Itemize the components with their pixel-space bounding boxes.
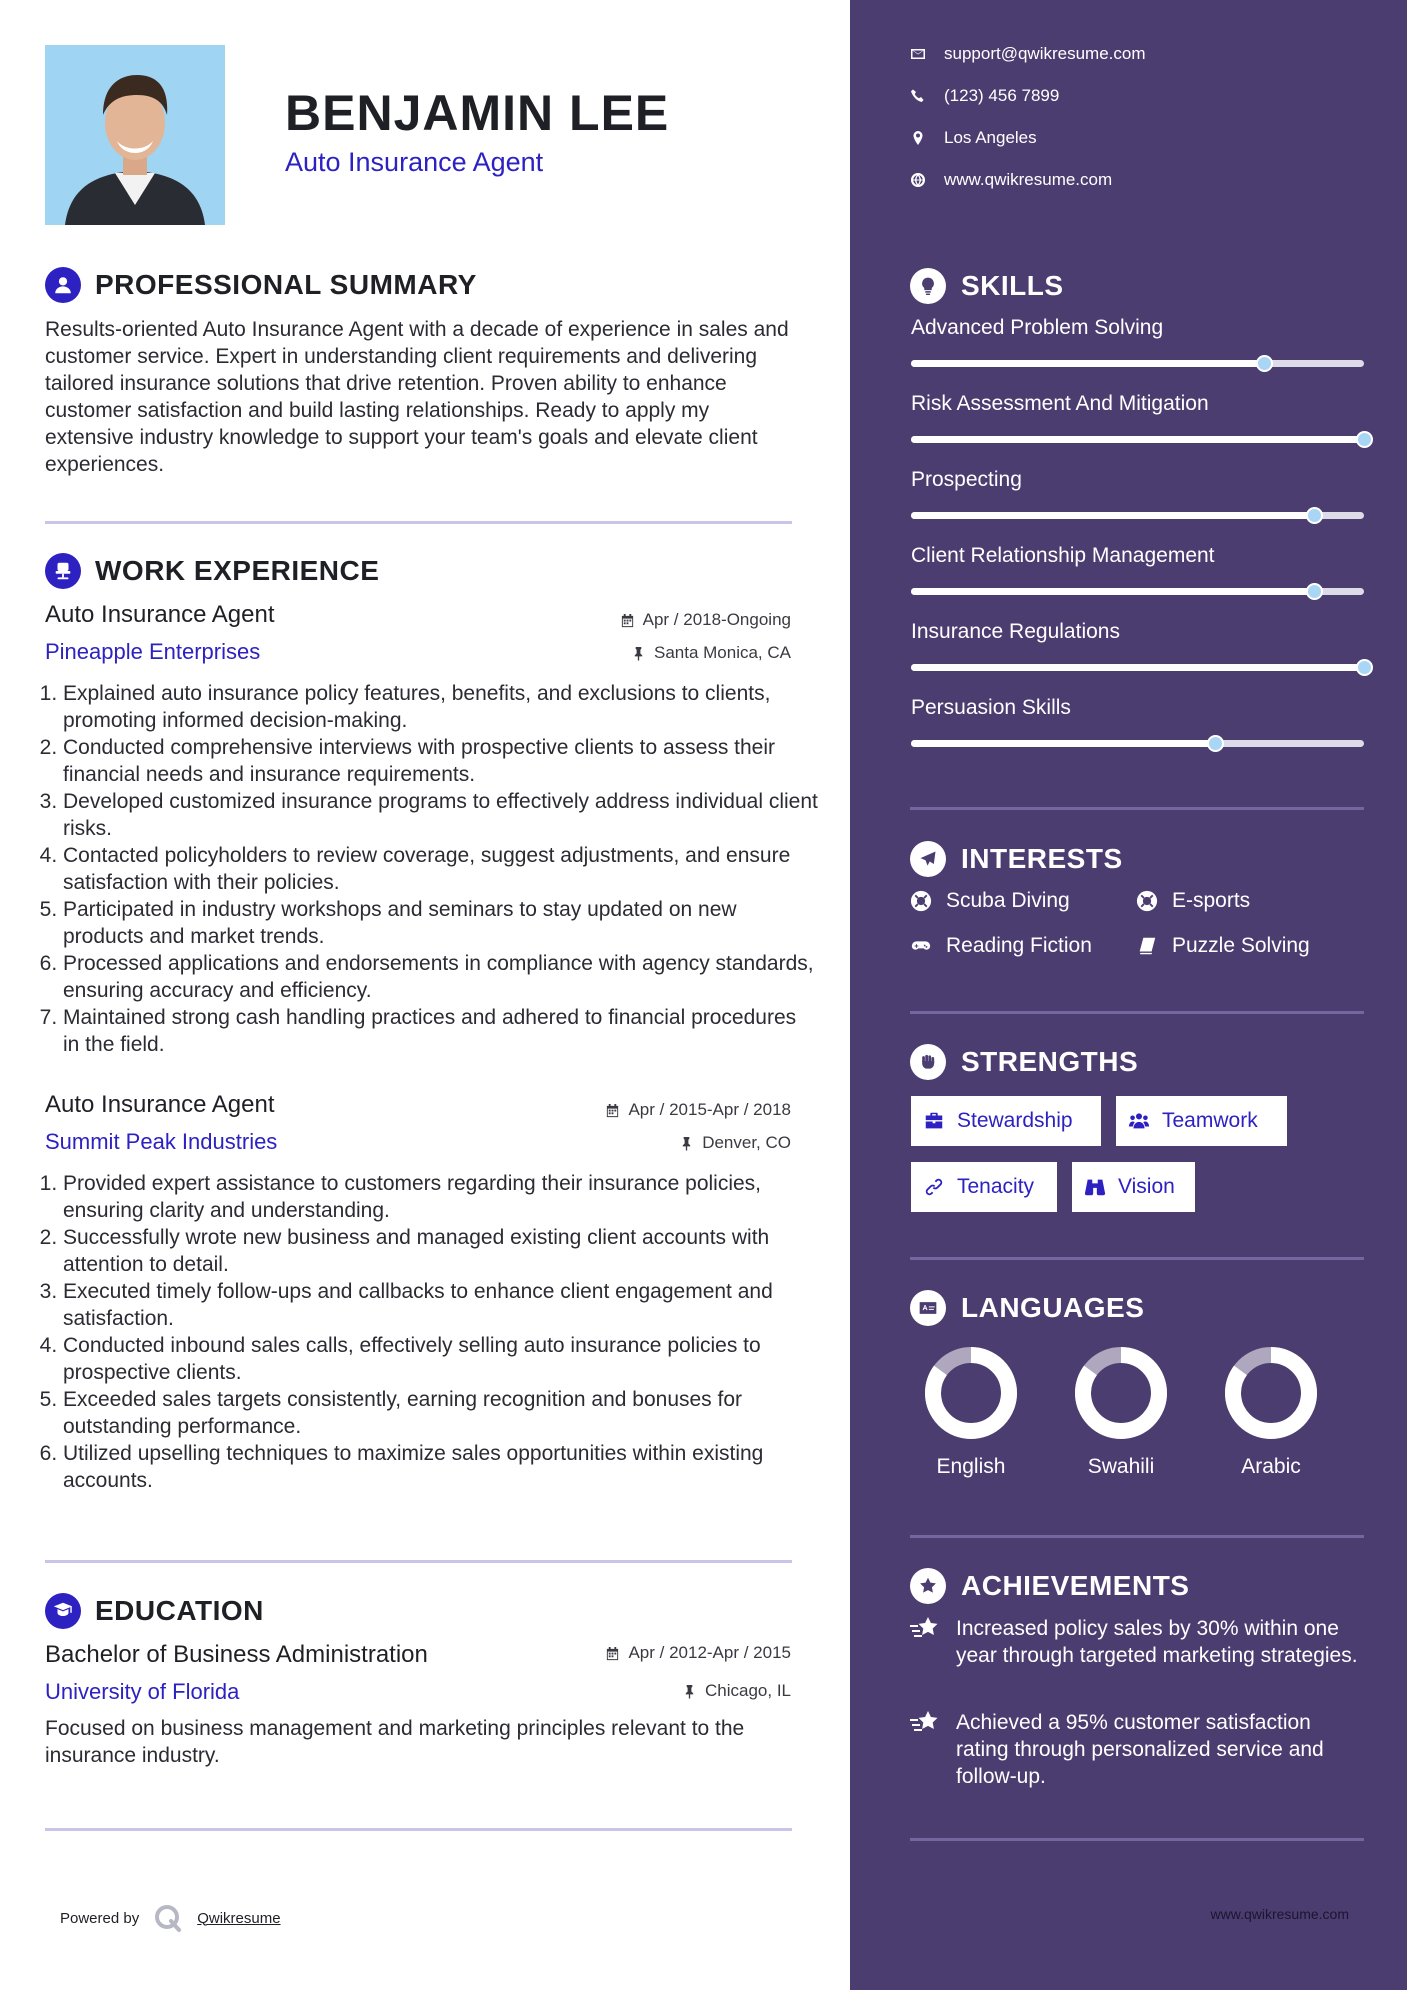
star-icon — [910, 1616, 940, 1642]
powered-by — [60, 1903, 281, 1933]
strength-label: Stewardship — [957, 1109, 1073, 1132]
achievement-item — [910, 1709, 1366, 1790]
list-item: 2. Conducted comprehensive interviews with prospective clients to assess their financial needs and insurance requirements. — [63, 734, 818, 788]
achievements-header — [910, 1568, 1189, 1604]
briefcase-icon — [923, 1110, 945, 1132]
language-item — [916, 1343, 1026, 1479]
phone-text: (123) 456 7899 — [944, 86, 1060, 105]
graduate-icon — [45, 1593, 81, 1629]
list-item: 6. Utilized upselling techniques to maximize sales opportunities within existing accounts. — [63, 1440, 818, 1494]
skill-bar — [911, 664, 1364, 671]
star-badge-icon — [910, 1568, 946, 1604]
contact-website[interactable] — [910, 170, 1112, 190]
job-duties — [45, 1170, 818, 1494]
skill-bar-fill — [911, 740, 1215, 747]
skill-bar-fill — [911, 436, 1364, 443]
job-location — [679, 1133, 791, 1153]
education-dates — [605, 1643, 791, 1663]
contact-location — [910, 128, 1037, 148]
star-icon — [910, 1710, 940, 1736]
summary-text: Results-oriented Auto Insurance Agent with a decade of experience in sales and customer service. Expert in understanding client requirements and delivering tailored insurance solutions that drive retention. Proven ability to enhance customer satisfaction and build lasting relationships. Ready to apply my extensive industry knowledge to support your team's goals and elevate client experiences. — [45, 318, 789, 476]
degree-title: Bachelor of Business Administration — [45, 1641, 428, 1668]
language-progress-ring — [921, 1343, 1021, 1443]
globe-icon — [910, 172, 926, 188]
language-name: Swahili — [1087, 1455, 1155, 1478]
link-icon — [923, 1176, 945, 1198]
pin-icon — [679, 1136, 694, 1151]
list-item: 5. Participated in industry workshops and seminars to stay updated on new products and market trends. — [63, 896, 818, 950]
divider — [910, 1535, 1364, 1538]
footer-website[interactable]: www.qwikresume.com — [1210, 1906, 1349, 1922]
list-item: 5. Exceeded sales targets consistently, earning recognition and bonuses for outstanding performance. — [63, 1386, 818, 1440]
skill-bar-fill — [911, 664, 1364, 671]
list-item: 3. Executed timely follow-ups and callbacks to enhance client engagement and satisfaction. — [63, 1278, 818, 1332]
language-card-icon — [910, 1290, 946, 1326]
languages-header — [910, 1290, 1144, 1326]
education-text: Focused on business management and marketing principles relevant to the insurance industry. — [45, 1717, 745, 1767]
divider — [910, 1257, 1364, 1260]
job-dates-text: Apr / 2015-Apr / 2018 — [628, 1100, 791, 1119]
user-icon — [45, 267, 81, 303]
job-dates — [605, 1100, 791, 1120]
skill-bar — [911, 436, 1364, 443]
candidate-name: BENJAMIN LEE — [285, 85, 670, 141]
skill-bar-knob — [1207, 735, 1224, 752]
divider — [45, 1560, 792, 1563]
interest-item — [910, 934, 1092, 958]
list-item: 6. Processed applications and endorsements in compliance with agency standards, ensuring accuracy and efficiency. — [63, 950, 818, 1004]
summary-header — [45, 267, 477, 303]
skill-label: Persuasion Skills — [911, 696, 1071, 719]
skill-label: Insurance Regulations — [911, 620, 1120, 643]
language-name: Arabic — [1241, 1455, 1301, 1478]
interest-label: Reading Fiction — [946, 934, 1092, 957]
skill-bar — [911, 740, 1364, 747]
chair-icon — [45, 553, 81, 589]
education-title: EDUCATION — [95, 1595, 264, 1626]
skill-bar-fill — [911, 512, 1314, 519]
strength-label: Tenacity — [957, 1175, 1035, 1198]
qwikresume-link[interactable]: Qwikresume — [197, 1909, 281, 1927]
education-header — [45, 1593, 264, 1629]
list-item: 4. Contacted policyholders to review coverage, suggest adjustments, and ensure satisfaction with their policies. — [63, 842, 818, 896]
list-item: 1. Explained auto insurance policy features, benefits, and exclusions to clients, promoting informed decision-making. — [63, 680, 818, 734]
list-item: 2. Successfully wrote new business and managed existing client accounts with attention to detail. — [63, 1224, 818, 1278]
fist-icon — [910, 1044, 946, 1080]
interest-label: Puzzle Solving — [1172, 934, 1310, 957]
skill-bar-fill — [911, 360, 1264, 367]
language-item — [1066, 1343, 1176, 1479]
lifebuoy-icon — [1136, 890, 1158, 912]
interest-label: E-sports — [1172, 889, 1251, 912]
book-icon — [1136, 935, 1158, 957]
contact-phone[interactable] — [910, 86, 1059, 106]
achievement-text: Achieved a 95% customer satisfaction rating through personalized service and follow-up. — [956, 1711, 1324, 1788]
job-duties — [45, 680, 818, 1058]
skill-label: Risk Assessment And Mitigation — [911, 392, 1209, 415]
skill-bar-knob — [1356, 431, 1373, 448]
skill-bar — [911, 512, 1364, 519]
calendar-icon — [605, 1646, 620, 1661]
summary-title: PROFESSIONAL SUMMARY — [95, 269, 477, 300]
skill-label: Client Relationship Management — [911, 544, 1215, 567]
skills-header — [910, 268, 1064, 304]
job-location-text: Denver, CO — [702, 1133, 791, 1152]
strength-chip — [911, 1162, 1057, 1212]
qwikresume-logo-icon — [153, 1903, 183, 1933]
strength-chip — [1072, 1162, 1195, 1212]
lifebuoy-icon — [910, 890, 932, 912]
calendar-icon — [605, 1103, 620, 1118]
language-progress-ring — [1221, 1343, 1321, 1443]
phone-icon — [910, 88, 926, 104]
interests-header — [910, 841, 1123, 877]
education-location-text: Chicago, IL — [705, 1681, 791, 1700]
location-text: Los Angeles — [944, 128, 1037, 147]
education-dates-text: Apr / 2012-Apr / 2015 — [628, 1643, 791, 1662]
strengths-title: STRENGTHS — [961, 1046, 1139, 1077]
achievements-title: ACHIEVEMENTS — [961, 1570, 1190, 1601]
email-text: support@qwikresume.com — [944, 44, 1146, 63]
skill-bar — [911, 588, 1364, 595]
interest-item — [1136, 889, 1250, 913]
skill-bar-fill — [911, 588, 1314, 595]
work-title: WORK EXPERIENCE — [95, 555, 380, 586]
users-icon — [1128, 1110, 1150, 1132]
strengths-header — [910, 1044, 1138, 1080]
list-item: 4. Conducted inbound sales calls, effectively selling auto insurance policies to prospective clients. — [63, 1332, 818, 1386]
location-icon — [910, 130, 926, 146]
achievement-item — [910, 1615, 1366, 1669]
achievement-text: Increased policy sales by 30% within one year through targeted marketing strategies. — [956, 1617, 1358, 1667]
education-location — [682, 1681, 791, 1701]
language-item — [1216, 1343, 1326, 1479]
company-name: Summit Peak Industries — [45, 1129, 278, 1154]
job-title: Auto Insurance Agent — [45, 1091, 275, 1118]
strength-chip — [1116, 1096, 1287, 1146]
strength-label: Vision — [1118, 1175, 1175, 1198]
pin-icon — [682, 1684, 697, 1699]
profile-photo — [45, 45, 225, 225]
work-header — [45, 553, 379, 589]
job-location — [631, 643, 791, 663]
skill-bar-knob — [1356, 659, 1373, 676]
contact-email[interactable] — [910, 44, 1146, 64]
divider — [45, 1828, 792, 1831]
lightbulb-icon — [910, 268, 946, 304]
skill-bar — [911, 360, 1364, 367]
school-name: University of Florida — [45, 1679, 240, 1704]
list-item: 1. Provided expert assistance to customers regarding their insurance policies, ensuring clarity and understanding. — [63, 1170, 818, 1224]
job-dates-text: Apr / 2018-Ongoing — [642, 610, 791, 629]
binoculars-icon — [1084, 1176, 1106, 1198]
divider — [910, 1011, 1364, 1014]
pin-icon — [631, 646, 646, 661]
envelope-icon — [910, 46, 926, 62]
gamepad-icon — [910, 935, 932, 957]
strength-chip — [911, 1096, 1101, 1146]
language-name: English — [936, 1455, 1006, 1478]
calendar-icon — [620, 613, 635, 628]
list-item: 7. Maintained strong cash handling practices and adhered to financial procedures in the field. — [63, 1004, 818, 1058]
paper-plane-icon — [910, 841, 946, 877]
divider — [45, 521, 792, 524]
interest-item — [910, 889, 1070, 913]
list-item: 3. Developed customized insurance programs to effectively address individual client risks. — [63, 788, 818, 842]
skill-label: Advanced Problem Solving — [911, 316, 1164, 339]
languages-title: LANGUAGES — [961, 1292, 1145, 1323]
job-location-text: Santa Monica, CA — [653, 643, 791, 662]
interest-label: Scuba Diving — [946, 889, 1070, 912]
divider — [910, 1838, 1364, 1841]
candidate-role: Auto Insurance Agent — [285, 147, 544, 177]
interests-title: INTERESTS — [961, 843, 1123, 874]
powered-by-label: Powered by — [60, 1909, 140, 1927]
strength-label: Teamwork — [1162, 1109, 1258, 1132]
language-progress-ring — [1071, 1343, 1171, 1443]
company-name: Pineapple Enterprises — [45, 639, 261, 664]
website-text: www.qwikresume.com — [944, 170, 1113, 189]
job-title: Auto Insurance Agent — [45, 601, 275, 628]
divider — [910, 807, 1364, 810]
interest-item — [1136, 934, 1310, 958]
skill-label: Prospecting — [911, 468, 1022, 491]
job-dates — [620, 610, 791, 630]
skills-title: SKILLS — [961, 270, 1064, 301]
